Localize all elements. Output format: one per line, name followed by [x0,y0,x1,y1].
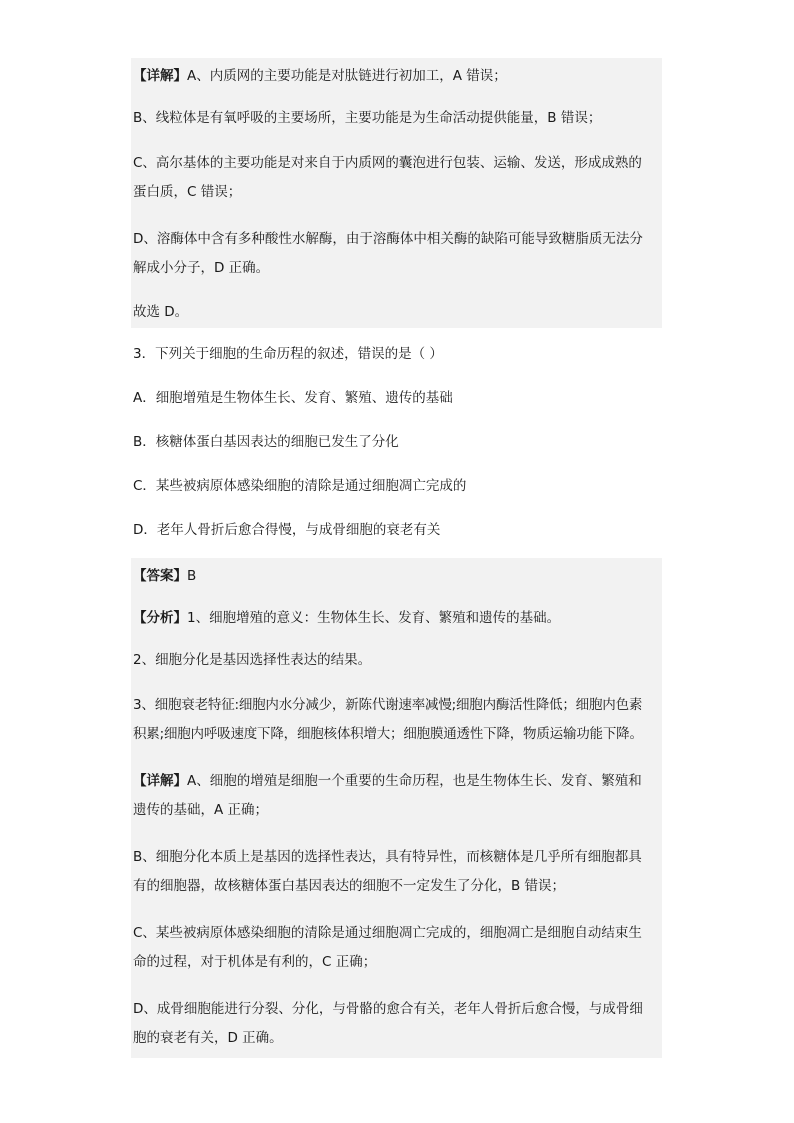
detail-q3-a [131,764,662,828]
explanation-block-q3 [131,558,662,1058]
detail-q3-b-line1: B、细胞分化本质上是基因的选择性表达，具有特异性，而核糖体是几乎所有细胞都具 [133,849,642,865]
analysis-tag: 【分析】 [133,610,187,626]
answer-line [131,562,662,592]
detail-q3-c [131,916,662,980]
analysis-3-line1: 3、细胞衰老特征:细胞内水分减少，新陈代谢速率减慢;细胞内酶活性降低；细胞内色素 [133,697,643,713]
document-page [131,58,662,1058]
detail-q3-tag: 【详解】 [133,773,187,789]
detail-q3-b-line2: 有的细胞器，故核糖体蛋白基因表达的细胞不一定发生了分化，B 错误； [133,878,566,894]
analysis-3-line2: 积累;细胞内呼吸速度下降，细胞核体积增大；细胞膜通透性下降，物质运输功能下降。 [133,726,643,742]
detail-c-line1: C、高尔基体的主要功能是对来自于内质网的囊泡进行包装、运输、发送，形成成熟的 [133,155,642,171]
detail-q3-d [131,992,662,1056]
answer-tag: 【答案】 [133,568,187,584]
detail-c-line2: 蛋白质，C 错误； [133,184,242,200]
detail-q3-b [131,840,662,904]
detail-paragraph-d [131,222,662,286]
detail-b-text: B、线粒体是有氧呼吸的主要场所，主要功能是为生命活动提供能量，B 错误； [133,110,602,126]
analysis-text: 1、细胞增殖的意义：生物体生长、发育、繁殖和遗传的基础。 [187,610,561,626]
detail-d-line1: D、溶酶体中含有多种酸性水解酶，由于溶酶体中相关酶的缺陷可能导致糖脂质无法分 [133,231,643,247]
question-stem [131,340,662,372]
detail-q3-c-line1: C、某些被病原体感染细胞的清除是通过细胞凋亡完成的，细胞凋亡是细胞自动结束生 [133,925,642,941]
option-a-text: A．细胞增殖是生物体生长、发育、繁殖、遗传的基础 [133,390,453,406]
question-3 [131,328,662,548]
option-d-text: D．老年人骨折后愈合得慢，与成骨细胞的衰老有关 [133,522,441,538]
option-c-text: C．某些被病原体感染细胞的清除是通过细胞凋亡完成的 [133,478,467,494]
detail-paragraph-b [131,104,662,134]
detail-q3-a-line1: A、细胞的增殖是细胞一个重要的生命历程，也是生物体生长、发育、繁殖和 [187,773,642,789]
option-b-text: B．核糖体蛋白基因表达的细胞已发生了分化 [133,434,399,450]
detail-text: A、内质网的主要功能是对肽链进行初加工，A 错误； [187,68,507,84]
detail-tag: 【详解】 [133,68,187,84]
option-c [131,472,662,504]
detail-paragraph-c [131,146,662,210]
detail-q3-d-line1: D、成骨细胞能进行分裂、分化，与骨骼的愈合有关，老年人骨折后愈合慢，与成骨细 [133,1001,643,1017]
answer-value: B [187,568,197,584]
detail-d-line2: 解成小分子，D 正确。 [133,260,270,276]
analysis-line-1 [131,604,662,634]
analysis-line-3 [131,688,662,752]
explanation-block-q2 [131,58,662,328]
detail-paragraph-a [131,62,662,92]
analysis-line-2 [131,646,662,676]
detail-q3-a-line2: 遗传的基础，A 正确； [133,802,269,818]
detail-q3-c-line2: 命的过程，对于机体是有利的，C 正确； [133,954,377,970]
option-b [131,428,662,460]
detail-q3-d-line2: 胞的衰老有关，D 正确。 [133,1030,283,1046]
conclusion [131,298,662,328]
analysis-2-text: 2、细胞分化是基因选择性表达的结果。 [133,652,372,668]
option-a [131,384,662,416]
conclusion-text: 故选 D。 [133,304,189,320]
question-stem-text: 3．下列关于细胞的生命历程的叙述，错误的是（ ） [133,346,443,362]
option-d [131,516,662,548]
